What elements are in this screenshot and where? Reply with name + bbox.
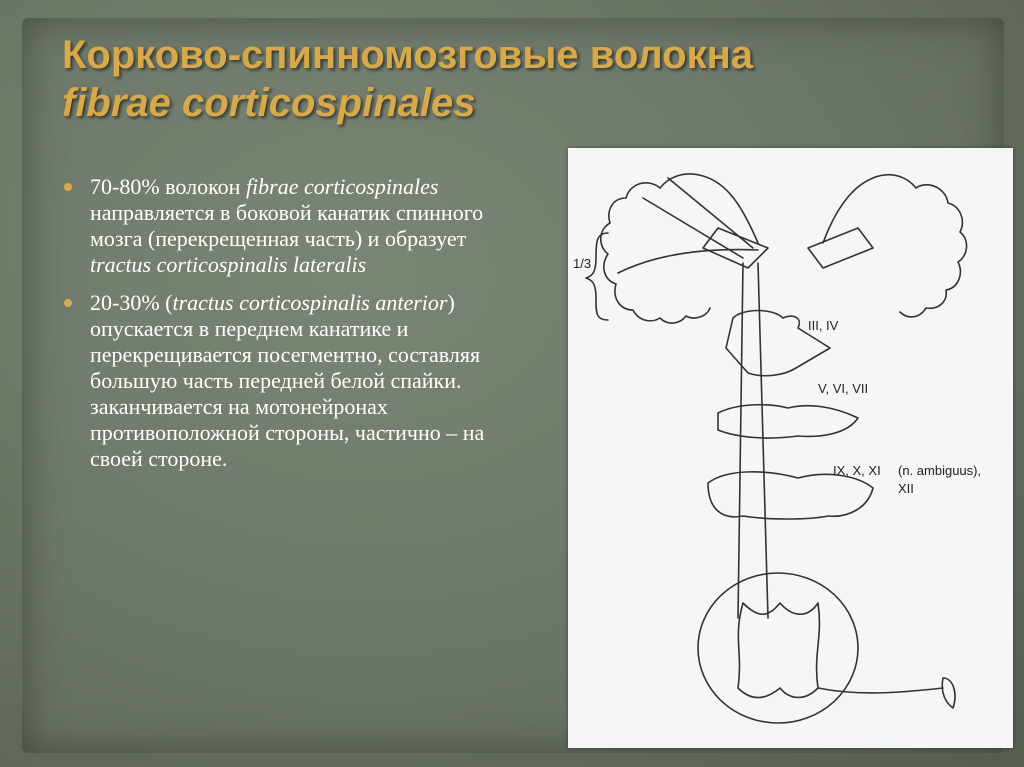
nuclei-label-3: IX, X, XI: [833, 463, 881, 478]
right-hemisphere: [823, 175, 967, 317]
tract-right: [758, 263, 768, 618]
bullet-text-part: направляется в боковой канатик спинного мозга (перекрещенная часть) и образует: [90, 200, 484, 251]
gray-matter: [738, 603, 819, 697]
fiber-3: [618, 250, 758, 273]
bullet-text-part: 20-30% (: [90, 290, 173, 315]
bracket: [586, 233, 608, 320]
pons: [718, 405, 858, 438]
title-line-1: Корково-спинномозговые волокна: [62, 33, 754, 77]
nucleus-name-label: (n. ambiguus),: [898, 463, 982, 478]
bullet-text-part: tractus corticospinalis anterior: [172, 290, 448, 315]
bullet-text-part: 70-80% волокон: [90, 174, 246, 199]
nuclei-label-4: XII: [898, 481, 914, 496]
axon-to-muscle: [818, 688, 943, 693]
corticospinal-diagram: [568, 148, 1013, 748]
bullet-item: [62, 290, 507, 472]
slide-title: [62, 30, 962, 126]
title-line-2: fibrae corticospinales: [62, 81, 476, 125]
bullet-text-part: tractus corticospinalis lateralis: [90, 252, 367, 277]
tract-left: [738, 263, 743, 618]
fraction-label: 1/3: [573, 256, 592, 271]
diagram-figure: [568, 148, 1013, 748]
nuclei-label-2: V, VI, VII: [818, 381, 869, 396]
bullet-dot-icon: [64, 183, 72, 191]
nuclei-label-1: III, IV: [808, 318, 839, 333]
bullet-dot-icon: [64, 299, 72, 307]
right-capsule: [808, 228, 873, 268]
left-hemisphere: [601, 174, 758, 323]
bullet-text-part: fibrae corticospinales: [245, 174, 439, 199]
medulla: [708, 472, 873, 519]
muscle: [942, 678, 955, 708]
bullet-list: [62, 174, 507, 484]
bullet-text-part: ) опускается в переднем канатике и перекрещивается посегментно, составляя большую часть передней белой спайки. заканчивается на мотонейронах противоположной стороны, частично – на своей стороне.: [90, 290, 485, 471]
bullet-item: [62, 174, 507, 278]
spinal-cord: [698, 573, 858, 723]
